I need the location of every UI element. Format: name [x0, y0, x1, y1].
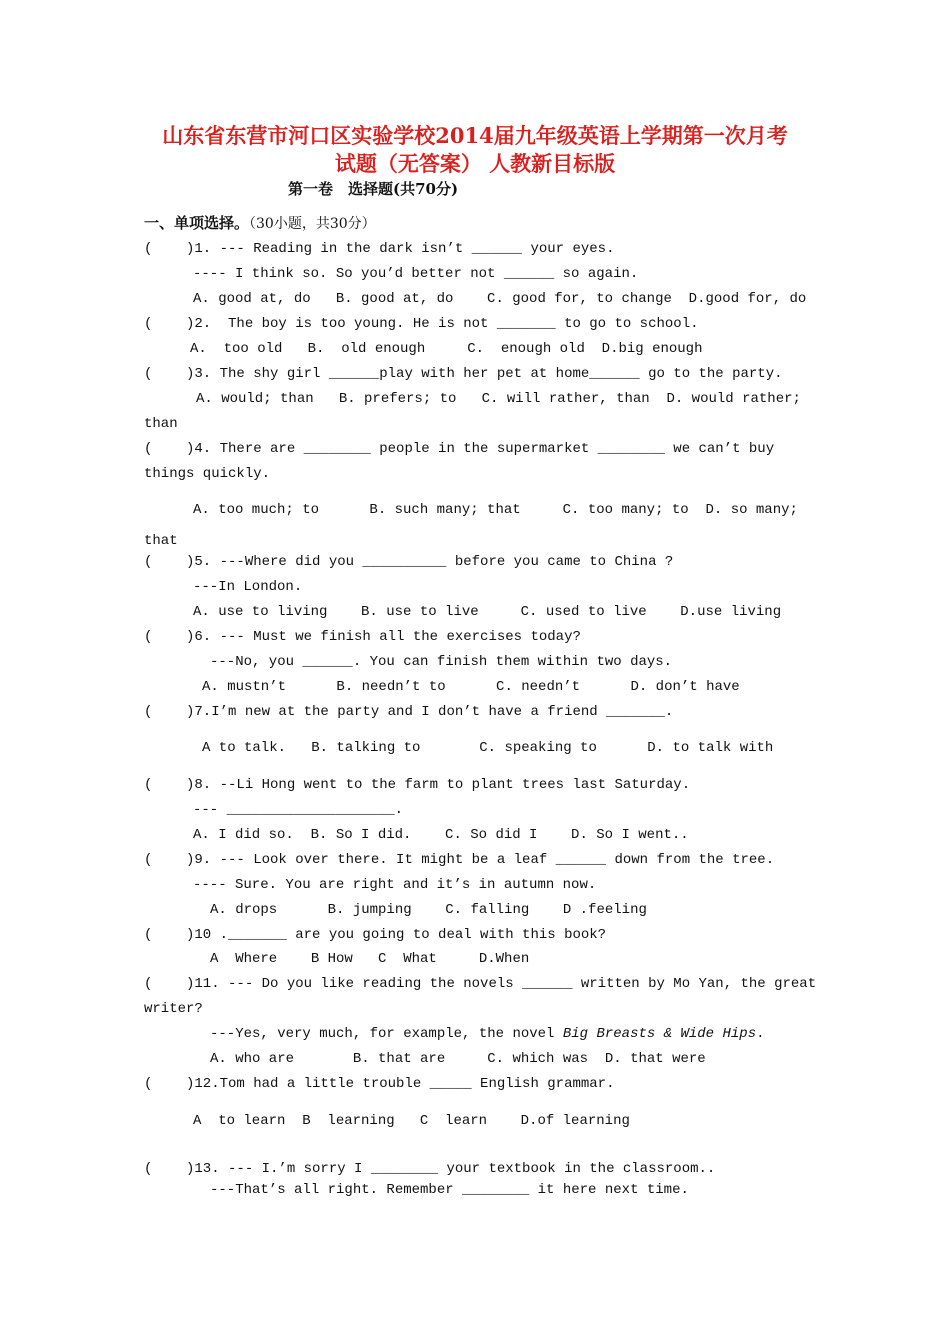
question-11-stem-wrap: writer? [144, 1001, 203, 1017]
section-note: （30小题，共30分） [249, 216, 376, 232]
question-11-reply [210, 1025, 765, 1043]
question-2-stem: ( )2. The boy is too young. He is not _______ to go to school. [144, 316, 699, 332]
section-heading [144, 214, 376, 234]
question-1-options: A. good at, do B. good at, do C. good for, to change D.good for, do [193, 291, 807, 307]
question-7-options: A to talk. B. talking to C. speaking to D. to talk with [202, 740, 774, 756]
document-title-line1: 山东省东营市河口区实验学校2014届九年级英语上学期第一次月考 [162, 123, 788, 148]
question-13-reply: ---That’s all right. Remember ________ it here next time. [210, 1182, 689, 1198]
question-4-options: A. too much; to B. such many; that C. too many; to D. so many; [193, 502, 798, 518]
question-11-reply-end: . [756, 1026, 765, 1042]
question-4-options-wrap: that [144, 533, 178, 549]
question-12-stem: ( )12.Tom had a little trouble _____ English grammar. [144, 1076, 615, 1092]
question-7-stem: ( )7.I’m new at the party and I don’t have a friend _______. [144, 704, 674, 720]
question-10-options: A Where B How C What D.When [210, 951, 530, 967]
volume-heading: 第一卷 选择题(共70分) [288, 180, 459, 198]
question-8-stem: ( )8. --Li Hong went to the farm to plant trees last Saturday. [144, 777, 691, 793]
novel-title: Big Breasts & Wide Hips [562, 1026, 757, 1042]
question-2-options: A. too old B. old enough C. enough old D.big enough [190, 341, 703, 357]
question-12-options: A to learn B learning C learn D.of learning [193, 1113, 630, 1129]
question-11-stem: ( )11. --- Do you like reading the novels ______ written by Mo Yan, the great [144, 976, 817, 992]
question-8-options: A. I did so. B. So I did. C. So did I D. So I went.. [193, 827, 689, 843]
question-5-stem: ( )5. ---Where did you __________ before you came to China ? [144, 554, 674, 570]
question-3-options: A. would; than B. prefers; to C. will rather, than D. would rather; [196, 391, 801, 407]
question-6-reply: ---No, you ______. You can finish them within two days. [210, 654, 673, 670]
question-1-stem: ( )1. --- Reading in the dark isn’t ______ your eyes. [144, 241, 615, 257]
document-title-line2: 试题（无答案） 人教新目标版 [334, 151, 616, 176]
question-5-reply: ---In London. [193, 579, 303, 595]
question-3-stem: ( )3. The shy girl ______play with her pet at home______ go to the party. [144, 366, 783, 382]
question-11-options: A. who are B. that are C. which was D. that were [210, 1051, 706, 1067]
question-3-options-wrap: than [144, 416, 178, 432]
question-8-reply: --- ____________________. [193, 802, 404, 818]
question-4-stem-wrap: things quickly. [144, 466, 271, 482]
section-label: 一、单项选择。 [144, 214, 250, 232]
question-4-stem: ( )4. There are ________ people in the supermarket ________ we can’t buy [144, 441, 775, 457]
question-9-reply: ---- Sure. You are right and it’s in autumn now. [193, 877, 597, 893]
question-6-stem: ( )6. --- Must we finish all the exercises today? [144, 629, 581, 645]
question-1-reply: ---- I think so. So you’d better not ______ so again. [193, 266, 639, 282]
question-6-options: A. mustn’t B. needn’t to C. needn’t D. don’t have [202, 679, 740, 695]
question-13-stem: ( )13. --- I.’m sorry I ________ your textbook in the classroom.. [144, 1161, 716, 1177]
question-11-reply-text: ---Yes, very much, for example, the novel [210, 1026, 563, 1042]
question-9-stem: ( )9. --- Look over there. It might be a leaf ______ down from the tree. [144, 852, 775, 868]
question-9-options: A. drops B. jumping C. falling D .feeling [210, 902, 647, 918]
question-5-options: A. use to living B. use to live C. used to live D.use living [193, 604, 782, 620]
question-10-stem: ( )10 ._______ are you going to deal with this book? [144, 927, 607, 943]
